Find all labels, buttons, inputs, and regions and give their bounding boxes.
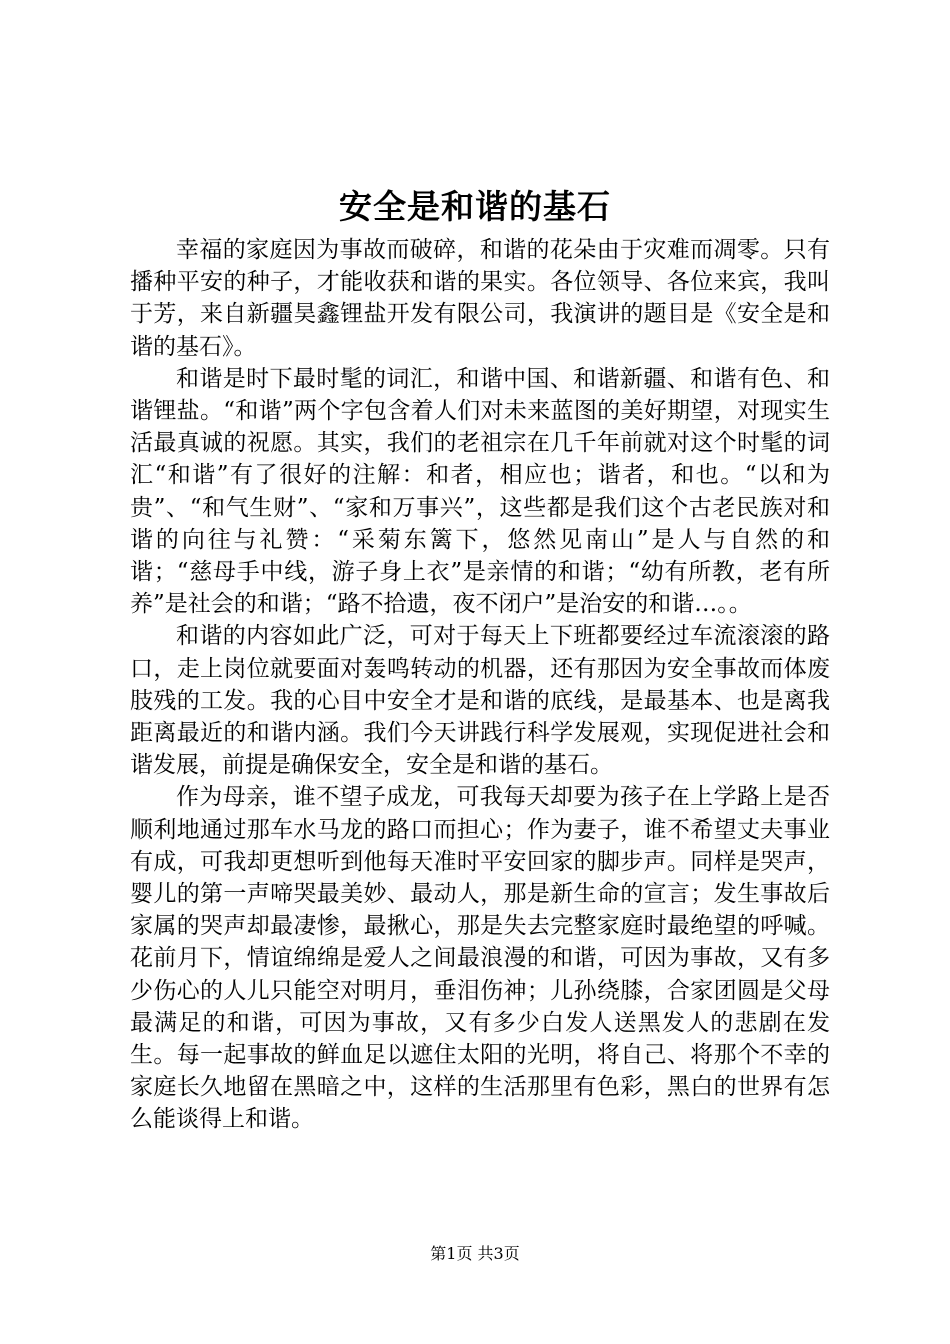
page-number-footer: 第1页 共3页 <box>430 1244 520 1263</box>
paragraph: 和谐是时下最时髦的词汇，和谐中国、和谐新疆、和谐有色、和谐锂盐。“和谐”两个字包含着人们对未来蓝图的美好期望，对现实生活最真诚的祝愿。其实，我们的老祖宗在几千年前就对这个时髦的词汇“和谐”有了很好的注解：和者，相应也；谐者，和也。“以和为贵”、“和气生财”、“家和万事兴”，这些都是我们这个古老民族对和谐的向往与礼赞：“采菊东篱下，悠然见南山”是人与自然的和谐；“慈母手中线，游子身上衣”是亲情的和谐；“幼有所教，老有所养”是社会的和谐；“路不拾遗，夜不闭户”是治安的和谐…。。 <box>130 365 830 618</box>
paragraph: 幸福的家庭因为事故而破碎，和谐的花朵由于灾难而凋零。只有播种平安的种子，才能收获和谐的果实。各位领导、各位来宾，我叫于芳，来自新疆昊鑫锂盐开发有限公司，我演讲的题目是《安全是和谐的基石》。 <box>130 237 830 360</box>
document-title: 安全是和谐的基石 <box>339 187 611 226</box>
paragraph: 作为母亲，谁不望子成龙，可我每天却要为孩子在上学路上是否顺利地通过那车水马龙的路口而担心；作为妻子，谁不希望丈夫事业有成，可我却更想听到他每天准时平安回家的脚步声。同样是哭声，婴儿的第一声啼哭最美妙、最动人，那是新生命的宣言；发生事故后家属的哭声却最凄惨，最揪心，那是失去完整家庭时最绝望的呼喊。花前月下，情谊绵绵是爱人之间最浪漫的和谐，可因为事故，又有多少伤心的人儿只能空对明月，垂泪伤神；儿孙绕膝，合家团圆是父母最满足的和谐，可因为事故，又有多少白发人送黑发人的悲剧在发生。每一起事故的鲜血足以遮住太阳的光明，将自己、将那个不幸的家庭长久地留在黑暗之中，这样的生活那里有色彩，黑白的世界有怎么能谈得上和谐。 <box>130 784 830 1133</box>
document-body <box>130 234 830 1136</box>
paragraph: 和谐的内容如此广泛，可对于每天上下班都要经过车流滚滚的路口，走上岗位就要面对轰鸣转动的机器，还有那因为安全事故而体废肢残的工发。我的心目中安全才是和谐的底线，是最基本、也是离我距离最近的和谐内涵。我们今天讲践行科学发展观，实现促进社会和谐发展，前提是确保安全，安全是和谐的基石。 <box>130 623 830 779</box>
